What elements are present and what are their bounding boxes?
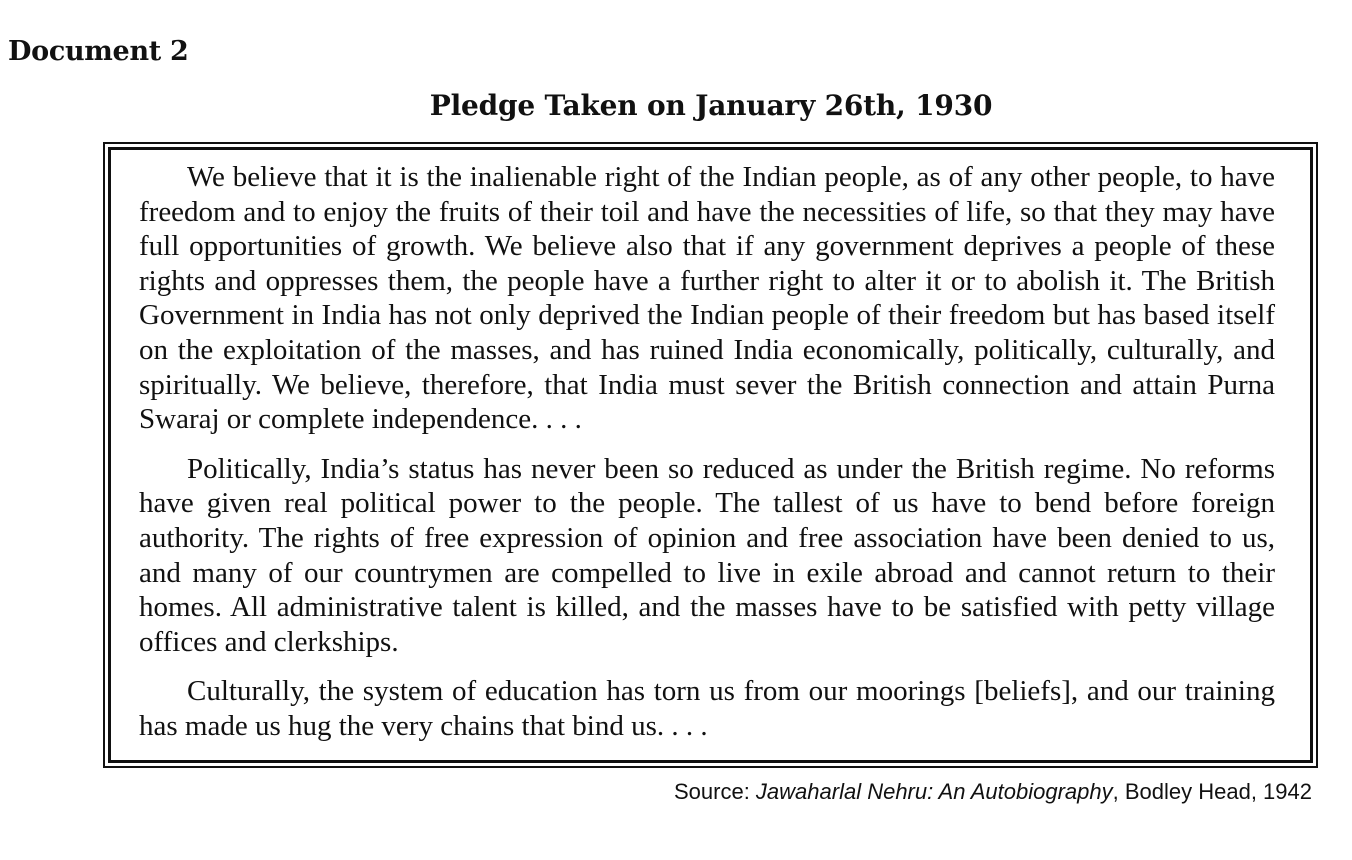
source-prefix: Source: — [673, 779, 756, 804]
passage-box — [103, 142, 1318, 768]
paragraph-2: Politically, India’s status has never been so reduced as under the British regime. No reforms have given real political power to the people. The tallest of us have to bend before foreign authority. The rights of free expression of opinion and free association have been denied to us, and many of our countrymen are compelled to live in exile abroad and cannot return to their homes. All administrative talent is killed, and the masses have to be satisfied with petty village offices and clerkships. — [139, 452, 1275, 658]
passage-text — [139, 160, 1275, 759]
document-label: Document 2 — [8, 36, 189, 67]
document-title: Pledge Taken on January 26th, 1930 — [429, 89, 993, 122]
source-book-title: Jawaharlal Nehru: An Autobiography — [755, 779, 1113, 804]
paragraph-3: Culturally, the system of education has torn us from our moorings [beliefs], and our training has made us hug the very chains that bind us. . . . — [139, 675, 1275, 742]
paragraph-1: We believe that it is the inalienable right of the Indian people, as of any other people, to have freedom and to enjoy the fruits of their toil and have the necessities of life, so that they may have full opportunities of growth. We believe also that if any government deprives a people of these rights and oppresses them, the people have a further right to alter it or to abolish it. The British Government in India has not only deprived the Indian people of their freedom but has based itself on the exploitation of the masses, and has ruined India economically, politically, culturally, and spiritually. We believe, therefore, that India must sever the British connection and attain Purna Swaraj or complete independence. . . . — [139, 161, 1275, 436]
source-publisher: , Bodley Head, 1942 — [1112, 779, 1312, 804]
source-citation — [674, 778, 1312, 806]
